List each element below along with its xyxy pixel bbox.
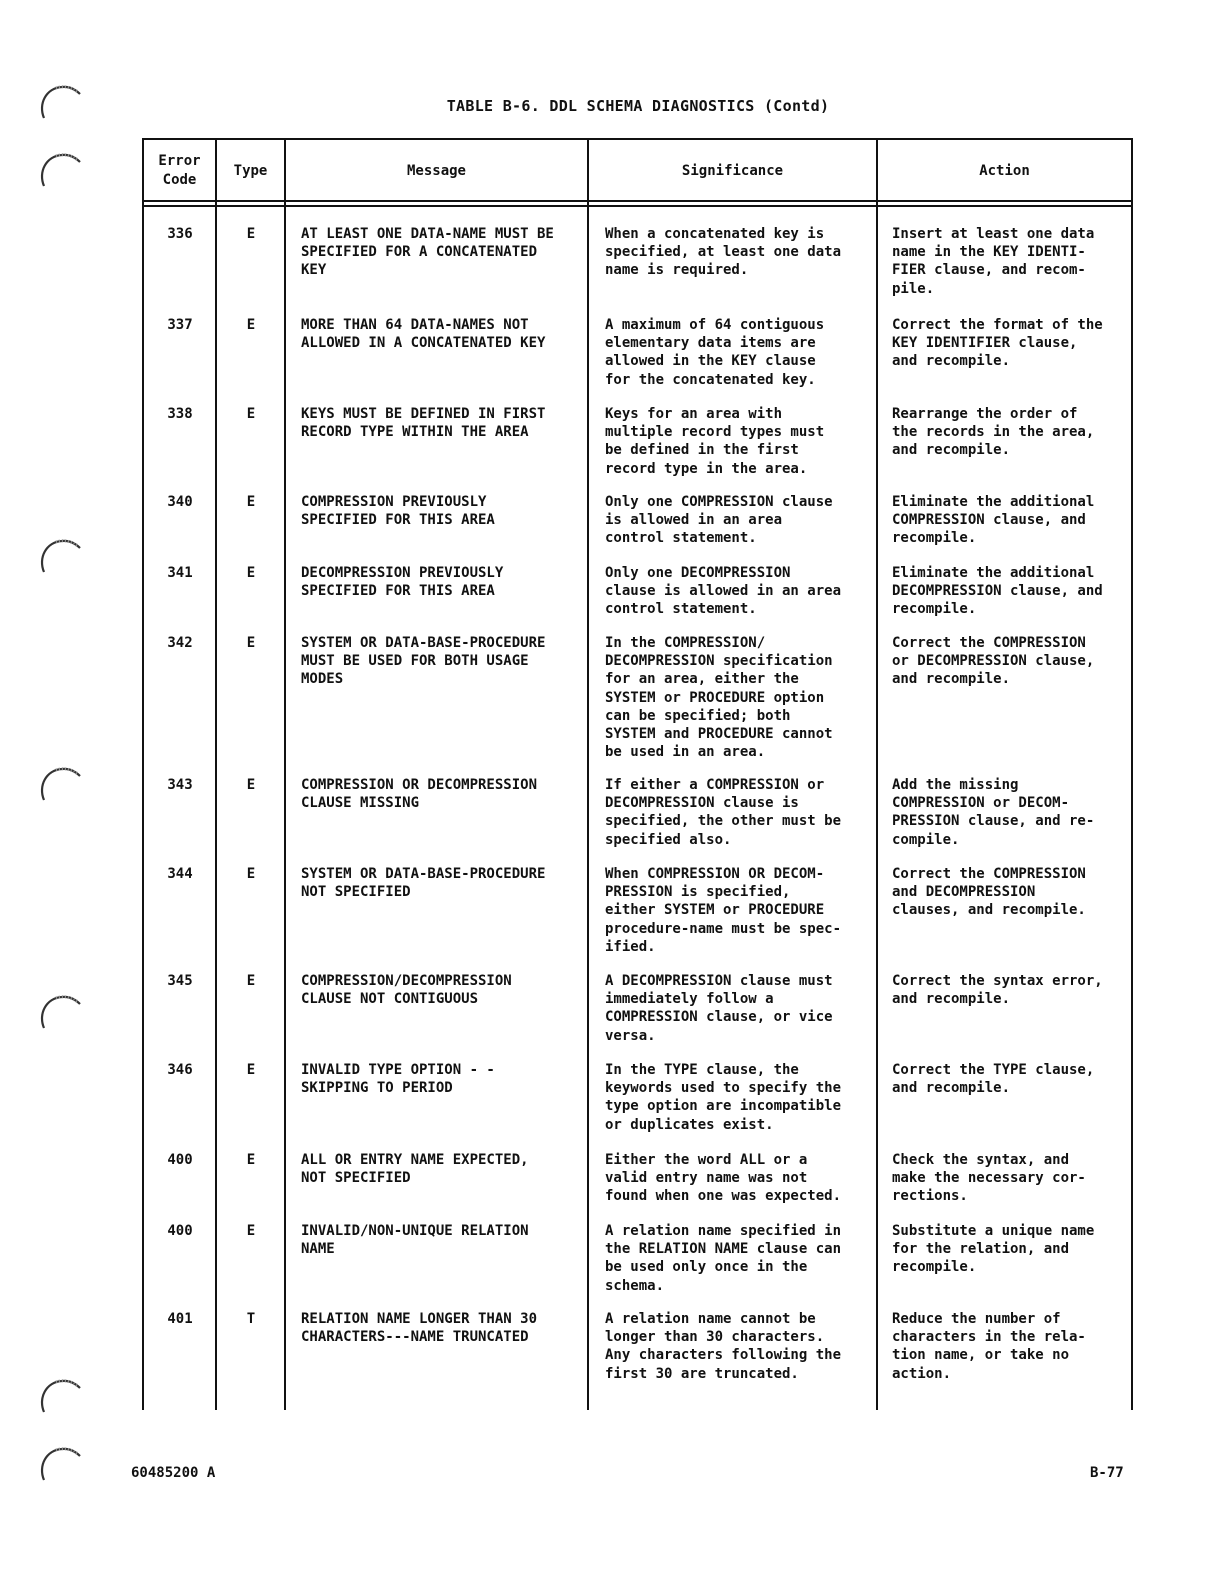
error-code: 345: [167, 973, 193, 989]
error-code: 346: [167, 1062, 193, 1078]
error-type: E: [246, 1152, 256, 1168]
error-action: Correct the TYPE clause, and recompile.: [892, 1062, 1095, 1097]
error-message: RELATION NAME LONGER THAN 30 CHARACTERS---NAME TRUNCATED: [301, 1311, 538, 1346]
error-message: ALL OR ENTRY NAME EXPECTED, NOT SPECIFIED: [301, 1152, 529, 1187]
binder-hole-icon: [36, 536, 82, 576]
error-code: 341: [167, 565, 193, 581]
error-action: Check the syntax, and make the necessary cor- rections.: [892, 1152, 1086, 1205]
column-header-message: Message: [406, 162, 466, 179]
error-type: E: [246, 635, 256, 651]
binder-hole-icon: [36, 1444, 82, 1484]
binder-hole-icon: [36, 764, 82, 804]
error-action: Correct the COMPRESSION or DECOMPRESSION clause, and recompile.: [892, 635, 1095, 688]
binder-hole-icon: [36, 992, 82, 1032]
error-message: DECOMPRESSION PREVIOUSLY SPECIFIED FOR THIS AREA: [301, 565, 504, 600]
binder-hole-icon: [36, 150, 82, 190]
error-action: Correct the COMPRESSION and DECOMPRESSION clauses, and recompile.: [892, 866, 1086, 919]
error-significance: When COMPRESSION OR DECOM- PRESSION is specified, either SYSTEM or PROCEDURE procedure-name must be spec- ified.: [605, 866, 842, 955]
error-significance: When a concatenated key is specified, at least one data name is required.: [605, 226, 842, 279]
error-type: E: [246, 866, 256, 882]
error-message: SYSTEM OR DATA-BASE-PROCEDURE MUST BE USED FOR BOTH USAGE MODES: [301, 635, 546, 688]
column-divider: [876, 140, 878, 1410]
error-message: INVALID/NON-UNIQUE RELATION NAME: [301, 1223, 529, 1258]
column-divider: [587, 140, 589, 1410]
error-code: 337: [167, 317, 193, 333]
error-type: E: [246, 494, 256, 510]
error-code: 401: [167, 1311, 193, 1327]
error-message: INVALID TYPE OPTION - - SKIPPING TO PERIOD: [301, 1062, 495, 1097]
error-message: MORE THAN 64 DATA-NAMES NOT ALLOWED IN A CONCATENATED KEY: [301, 317, 546, 352]
error-significance: A relation name specified in the RELATION NAME clause can be used only once in the schema.: [605, 1223, 842, 1294]
column-header-significance: Significance: [681, 162, 784, 179]
error-code: 340: [167, 494, 193, 510]
error-significance: In the TYPE clause, the keywords used to specify the type option are incompatible or duplicates exist.: [605, 1062, 842, 1133]
error-code: 400: [167, 1223, 193, 1239]
error-code: 336: [167, 226, 193, 242]
error-type: E: [246, 406, 256, 422]
error-type: E: [246, 226, 256, 242]
error-significance: Keys for an area with multiple record types must be defined in the first record type in the area.: [605, 406, 825, 477]
error-significance: Only one COMPRESSION clause is allowed in an area control statement.: [605, 494, 833, 547]
error-type: T: [246, 1311, 256, 1327]
error-action: Eliminate the additional DECOMPRESSION clause, and recompile.: [892, 565, 1103, 618]
page-number: B-77: [1090, 1465, 1124, 1481]
error-type: E: [246, 565, 256, 581]
error-type: E: [246, 1223, 256, 1239]
error-action: Add the missing COMPRESSION or DECOM- PRESSION clause, and re- compile.: [892, 777, 1095, 848]
error-code: 343: [167, 777, 193, 793]
error-significance: In the COMPRESSION/ DECOMPRESSION specification for an area, either the SYSTEM or PROCEDURE option can be specified; both SYSTEM and PROCEDURE cannot be used in an area.: [605, 635, 833, 761]
error-type: E: [246, 317, 256, 333]
error-action: Correct the syntax error, and recompile.: [892, 973, 1103, 1008]
error-significance: A DECOMPRESSION clause must immediately follow a COMPRESSION clause, or vice versa.: [605, 973, 833, 1044]
error-type: E: [246, 973, 256, 989]
error-message: COMPRESSION PREVIOUSLY SPECIFIED FOR THIS AREA: [301, 494, 495, 529]
error-message: COMPRESSION/DECOMPRESSION CLAUSE NOT CONTIGUOUS: [301, 973, 512, 1008]
error-code: 338: [167, 406, 193, 422]
error-action: Correct the format of the KEY IDENTIFIER clause, and recompile.: [892, 317, 1103, 370]
error-significance: A maximum of 64 contiguous elementary data items are allowed in the KEY clause for the concatenated key.: [605, 317, 825, 388]
document-number: 60485200 A: [131, 1465, 216, 1481]
error-significance: Only one DECOMPRESSION clause is allowed in an area control statement.: [605, 565, 842, 618]
error-message: COMPRESSION OR DECOMPRESSION CLAUSE MISSING: [301, 777, 538, 812]
column-header-action: Action: [979, 162, 1030, 179]
error-action: Rearrange the order of the records in the area, and recompile.: [892, 406, 1095, 459]
table-title: TABLE B-6. DDL SCHEMA DIAGNOSTICS (Contd): [446, 97, 830, 115]
column-header-type: Type: [233, 162, 268, 179]
error-action: Reduce the number of characters in the rela- tion name, or take no action.: [892, 1311, 1086, 1382]
column-header-error-code: Error Code: [158, 153, 201, 188]
error-message: SYSTEM OR DATA-BASE-PROCEDURE NOT SPECIFIED: [301, 866, 546, 901]
error-significance: A relation name cannot be longer than 30 characters. Any characters following the first 30 are truncated.: [605, 1311, 842, 1382]
header-rule: [144, 205, 1131, 207]
error-type: E: [246, 777, 256, 793]
error-code: 344: [167, 866, 193, 882]
error-message: AT LEAST ONE DATA-NAME MUST BE SPECIFIED FOR A CONCATENATED KEY: [301, 226, 554, 279]
error-message: KEYS MUST BE DEFINED IN FIRST RECORD TYPE WITHIN THE AREA: [301, 406, 546, 441]
error-action: Substitute a unique name for the relation, and recompile.: [892, 1223, 1095, 1276]
error-significance: Either the word ALL or a valid entry name was not found when one was expected.: [605, 1152, 842, 1205]
error-action: Insert at least one data name in the KEY IDENTI- FIER clause, and recom- pile.: [892, 226, 1095, 297]
error-code: 342: [167, 635, 193, 651]
error-type: E: [246, 1062, 256, 1078]
error-action: Eliminate the additional COMPRESSION clause, and recompile.: [892, 494, 1095, 547]
error-significance: If either a COMPRESSION or DECOMPRESSION clause is specified, the other must be specified also.: [605, 777, 842, 848]
binder-hole-icon: [36, 1376, 82, 1416]
error-code: 400: [167, 1152, 193, 1168]
